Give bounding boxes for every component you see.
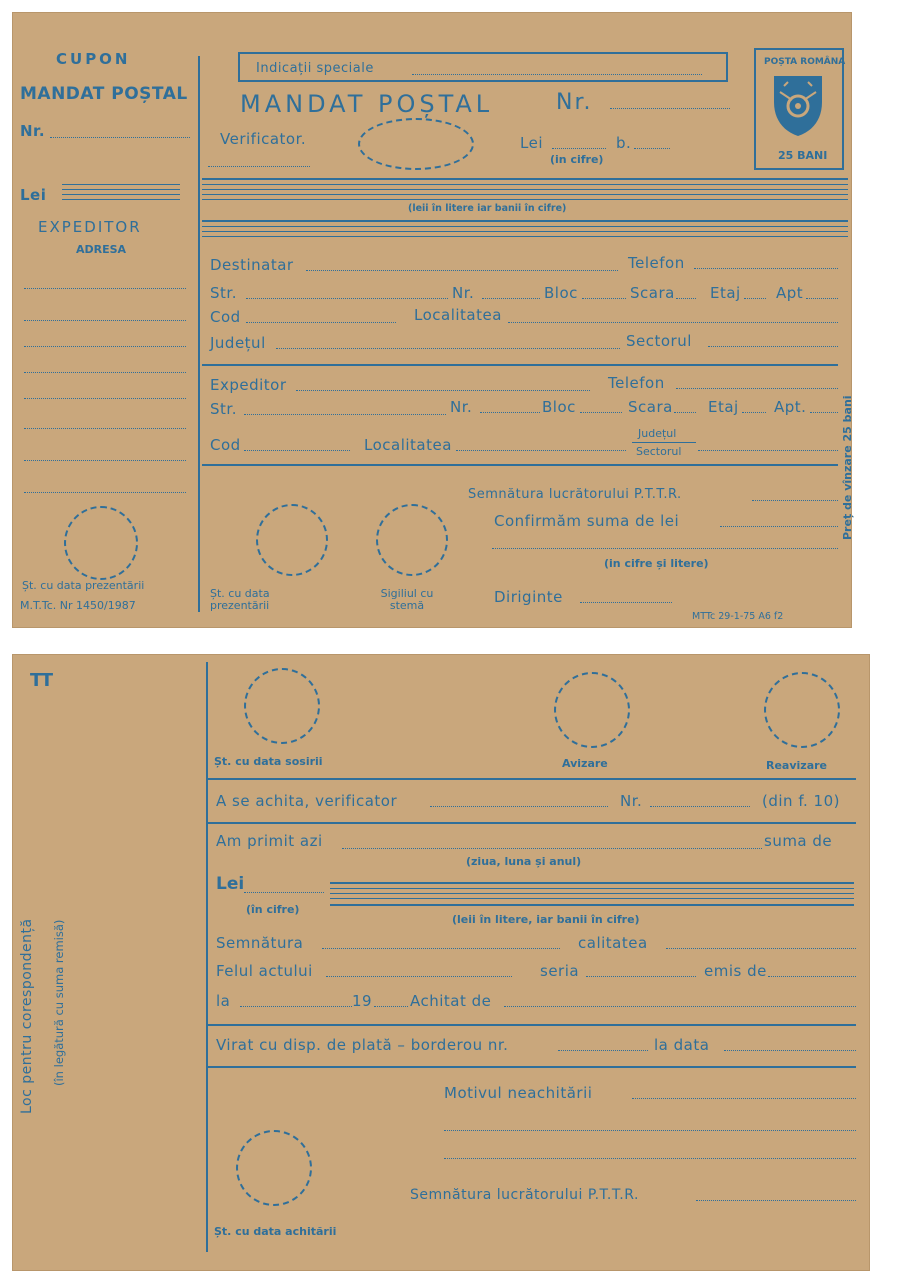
destinatar-scara-label: Scara (630, 284, 675, 302)
destinatar-str-label: Str. (210, 284, 237, 302)
cupon-expeditor-label: EXPEDITOR (38, 218, 142, 236)
cupon-separator (198, 56, 200, 612)
motivul-field-2[interactable] (444, 1130, 856, 1131)
emis-de-field[interactable] (768, 976, 856, 977)
cupon-address-line[interactable] (24, 398, 186, 399)
cupon-subtitle: MANDAT POȘTAL (20, 84, 188, 104)
cupon-lei-line (62, 199, 180, 200)
cupon-lei-line (62, 184, 180, 185)
verificator-field[interactable] (430, 806, 608, 807)
expeditor-sectorul-label: Sectorul (636, 445, 682, 458)
cupon-adresa-label: ADRESA (76, 243, 127, 256)
cupon-address-line[interactable] (24, 320, 186, 321)
side-note-1: Loc pentru corespondență (19, 918, 35, 1114)
amount-words-line (202, 231, 848, 232)
cupon-stamp-caption: Șt. cu data prezentării (22, 579, 145, 592)
am-primit-date-field[interactable] (342, 848, 762, 849)
amount-words-line (202, 178, 848, 180)
destinatar-sectorul-label: Sectorul (626, 332, 692, 350)
cupon-address-line[interactable] (24, 428, 186, 429)
expeditor-cod-field[interactable] (244, 450, 350, 451)
felul-actului-label: Felul actului (216, 962, 313, 980)
back-words-line (330, 882, 854, 884)
stamp-achitarii-caption: Șt. cu data achitării (214, 1225, 337, 1238)
cupon-lei-line (62, 194, 180, 195)
din-f-label: (din f. 10) (762, 792, 840, 810)
bani-label: b. (616, 134, 632, 152)
felul-actului-field[interactable] (326, 976, 512, 977)
motivul-label: Motivul neachitării (444, 1084, 593, 1102)
presentation-date-stamp-circle (256, 504, 328, 576)
postage-stamp (754, 48, 844, 170)
achitat-de-field[interactable] (504, 1006, 856, 1007)
side-note-2: (în legătură cu suma remisă) (52, 919, 66, 1086)
section-divider (202, 364, 838, 366)
year-field[interactable] (374, 1006, 408, 1007)
expeditor-etaj-label: Etaj (708, 398, 739, 416)
back-divider (208, 1024, 856, 1026)
back-nr-label: Nr. (620, 792, 643, 810)
side-price: Preț de vînzare 25 bani (841, 395, 854, 540)
destinatar-nr-field[interactable] (482, 298, 540, 299)
back-semnatura-label: Semnătura (216, 934, 304, 952)
back-mark: TT (30, 670, 51, 691)
bani-digits-field[interactable] (634, 148, 670, 149)
seria-field[interactable] (586, 976, 696, 977)
motivul-field[interactable] (632, 1098, 856, 1099)
expeditor-telefon-label: Telefon (608, 374, 665, 392)
diriginte-field[interactable] (580, 602, 672, 603)
destinatar-judetul-label: Județul (210, 334, 266, 352)
cifre-litere-note: (in cifre și litere) (604, 557, 709, 570)
back-words-line (330, 893, 854, 894)
arrival-date-stamp-circle (244, 668, 320, 744)
special-indications-field[interactable] (412, 74, 702, 75)
postage-stamp-value: 25 BANI (778, 149, 828, 162)
expeditor-scara-field[interactable] (674, 412, 696, 413)
reavizare-stamp-circle (764, 672, 840, 748)
back-divider (208, 822, 856, 824)
front-card (12, 12, 852, 628)
expeditor-telefon-field[interactable] (676, 388, 838, 389)
back-words-line (330, 898, 854, 899)
back-semnatura-field[interactable] (322, 948, 560, 949)
destinatar-field[interactable] (306, 270, 618, 271)
confirmam-field[interactable] (720, 526, 838, 527)
achita-label: A se achita, verificator (216, 792, 398, 810)
lei-label: Lei (520, 134, 543, 152)
destinatar-apt-field[interactable] (806, 298, 838, 299)
destinatar-apt-label: Apt (776, 284, 804, 302)
payment-date-stamp-circle (236, 1130, 312, 1206)
cupon-title: CUPON (56, 50, 131, 68)
destinatar-judetul-field[interactable] (276, 348, 620, 349)
cupon-address-line[interactable] (24, 372, 186, 373)
semnatura-lucrator-field[interactable] (752, 500, 838, 501)
back-divider (208, 1066, 856, 1068)
form-title: MANDAT POȘTAL (240, 90, 494, 118)
destinatar-bloc-label: Bloc (544, 284, 578, 302)
judet-sector-separator (632, 442, 696, 443)
amount-words-line (202, 194, 848, 195)
destinatar-sectorul-field[interactable] (708, 346, 838, 347)
back-words-line (330, 888, 854, 889)
confirmam-label: Confirmăm suma de lei (494, 512, 680, 530)
amount-words-line (202, 226, 848, 227)
back-lei-litere-note: (leii în litere, iar banii în cifre) (452, 913, 640, 926)
lei-digits-field[interactable] (552, 148, 606, 149)
semnatura-lucrator-label: Semnătura lucrătorului P.T.T.R. (468, 487, 682, 502)
destinatar-nr-label: Nr. (452, 284, 475, 302)
year-prefix: 19 (352, 992, 373, 1010)
seria-label: seria (540, 962, 580, 980)
expeditor-apt-label: Apt. (774, 398, 807, 416)
back-semnatura-lucrator-label: Semnătura lucrătorului P.T.T.R. (410, 1187, 639, 1203)
expeditor-etaj-field[interactable] (742, 412, 766, 413)
destinatar-label: Destinatar (210, 256, 294, 274)
cupon-address-line[interactable] (24, 288, 186, 289)
verificator-field[interactable] (208, 166, 310, 167)
section-divider (202, 464, 838, 466)
amount-words-line (202, 220, 848, 222)
cupon-nr-field[interactable] (50, 137, 190, 138)
post-horn-emblem-icon (770, 72, 826, 138)
back-lei-label: Lei (216, 874, 245, 894)
cupon-footer: M.T.Tc. Nr 1450/1987 (20, 599, 136, 612)
cupon-date-stamp-circle (64, 506, 138, 580)
destinatar-localitatea-field[interactable] (508, 322, 838, 323)
calitatea-label: calitatea (578, 934, 648, 952)
am-primit-label: Am primit azi (216, 832, 323, 850)
destinatar-bloc-field[interactable] (582, 298, 626, 299)
la-label: la (216, 992, 231, 1010)
reavizare-caption: Reavizare (766, 759, 828, 772)
avizare-caption: Avizare (562, 757, 608, 770)
expeditor-cod-label: Cod (210, 436, 241, 454)
expeditor-apt-field[interactable] (810, 412, 838, 413)
back-nr-field[interactable] (650, 806, 750, 807)
postage-stamp-top: POȘTA ROMÂNA (764, 57, 846, 67)
footer-code: MTTc 29-1-75 A6 f2 (692, 611, 784, 622)
destinatar-etaj-field[interactable] (744, 298, 766, 299)
destinatar-telefon-field[interactable] (694, 268, 838, 269)
la-date-field[interactable] (240, 1006, 352, 1007)
calitatea-field[interactable] (666, 948, 856, 949)
form-nr-label: Nr. (556, 90, 593, 115)
back-separator (206, 662, 208, 1252)
expeditor-bloc-label: Bloc (542, 398, 576, 416)
cupon-nr-label: Nr. (20, 122, 46, 140)
verificator-oval (358, 118, 474, 170)
form-nr-field[interactable] (610, 108, 730, 109)
avizare-stamp-circle (554, 672, 630, 748)
destinatar-cod-field[interactable] (246, 322, 396, 323)
seal-stamp-circle (376, 504, 448, 576)
expeditor-localitatea-field[interactable] (456, 450, 626, 451)
expeditor-label: Expeditor (210, 376, 287, 394)
achitat-de-label: Achitat de (410, 992, 492, 1010)
destinatar-telefon-label: Telefon (628, 254, 685, 272)
back-card (12, 654, 870, 1271)
back-lei-digits-field[interactable] (244, 892, 324, 893)
lei-litere-note: (leii în litere iar banii în cifre) (408, 203, 567, 214)
cupon-address-line[interactable] (24, 492, 186, 493)
expeditor-str-field[interactable] (244, 414, 446, 415)
borderou-nr-field[interactable] (558, 1050, 648, 1051)
destinatar-scara-field[interactable] (676, 298, 696, 299)
expeditor-scara-label: Scara (628, 398, 673, 416)
diriginte-label: Diriginte (494, 588, 563, 606)
in-cifre-note: (in cifre) (550, 153, 604, 166)
expeditor-localitatea-label: Localitatea (364, 436, 452, 454)
cupon-address-line[interactable] (24, 460, 186, 461)
destinatar-etaj-label: Etaj (710, 284, 741, 302)
la-data-label: la data (654, 1036, 710, 1054)
back-in-cifre-note: (în cifre) (246, 903, 300, 916)
special-indications-label: Indicații speciale (256, 61, 374, 76)
amount-words-line (202, 189, 848, 190)
confirmam-field-2[interactable] (492, 548, 838, 549)
virat-label: Virat cu disp. de plată – borderou nr. (216, 1036, 509, 1054)
verificator-label: Verificator. (220, 130, 307, 148)
expeditor-judet-field[interactable] (698, 450, 838, 451)
ziua-note: (ziua, luna și anul) (466, 855, 582, 868)
expeditor-field[interactable] (296, 390, 590, 391)
destinatar-localitatea-label: Localitatea (414, 306, 502, 324)
cupon-address-line[interactable] (24, 346, 186, 347)
suma-de-label: suma de (764, 832, 833, 850)
emis-de-label: emis de (704, 962, 767, 980)
cupon-lei-label: Lei (20, 186, 47, 204)
la-data-field[interactable] (724, 1050, 856, 1051)
stamp-sosirii-caption: Șt. cu data sosirii (214, 755, 323, 768)
back-divider (208, 778, 856, 780)
expeditor-judetul-label: Județul (638, 427, 677, 440)
expeditor-str-label: Str. (210, 400, 237, 418)
expeditor-bloc-field[interactable] (580, 412, 622, 413)
stamp1-caption: Șt. cu data prezentării (210, 587, 270, 613)
back-words-line (330, 904, 854, 906)
cupon-lei-line (62, 189, 180, 190)
back-semnatura-lucrator-field[interactable] (696, 1200, 856, 1201)
stamp2-caption: Sigiliul cu stemă (380, 587, 434, 613)
expeditor-nr-field[interactable] (480, 412, 540, 413)
destinatar-str-field[interactable] (246, 298, 448, 299)
amount-words-line (202, 199, 848, 200)
motivul-field-3[interactable] (444, 1158, 856, 1159)
expeditor-nr-label: Nr. (450, 398, 473, 416)
amount-words-line (202, 184, 848, 185)
amount-words-line (202, 236, 848, 237)
destinatar-cod-label: Cod (210, 308, 241, 326)
